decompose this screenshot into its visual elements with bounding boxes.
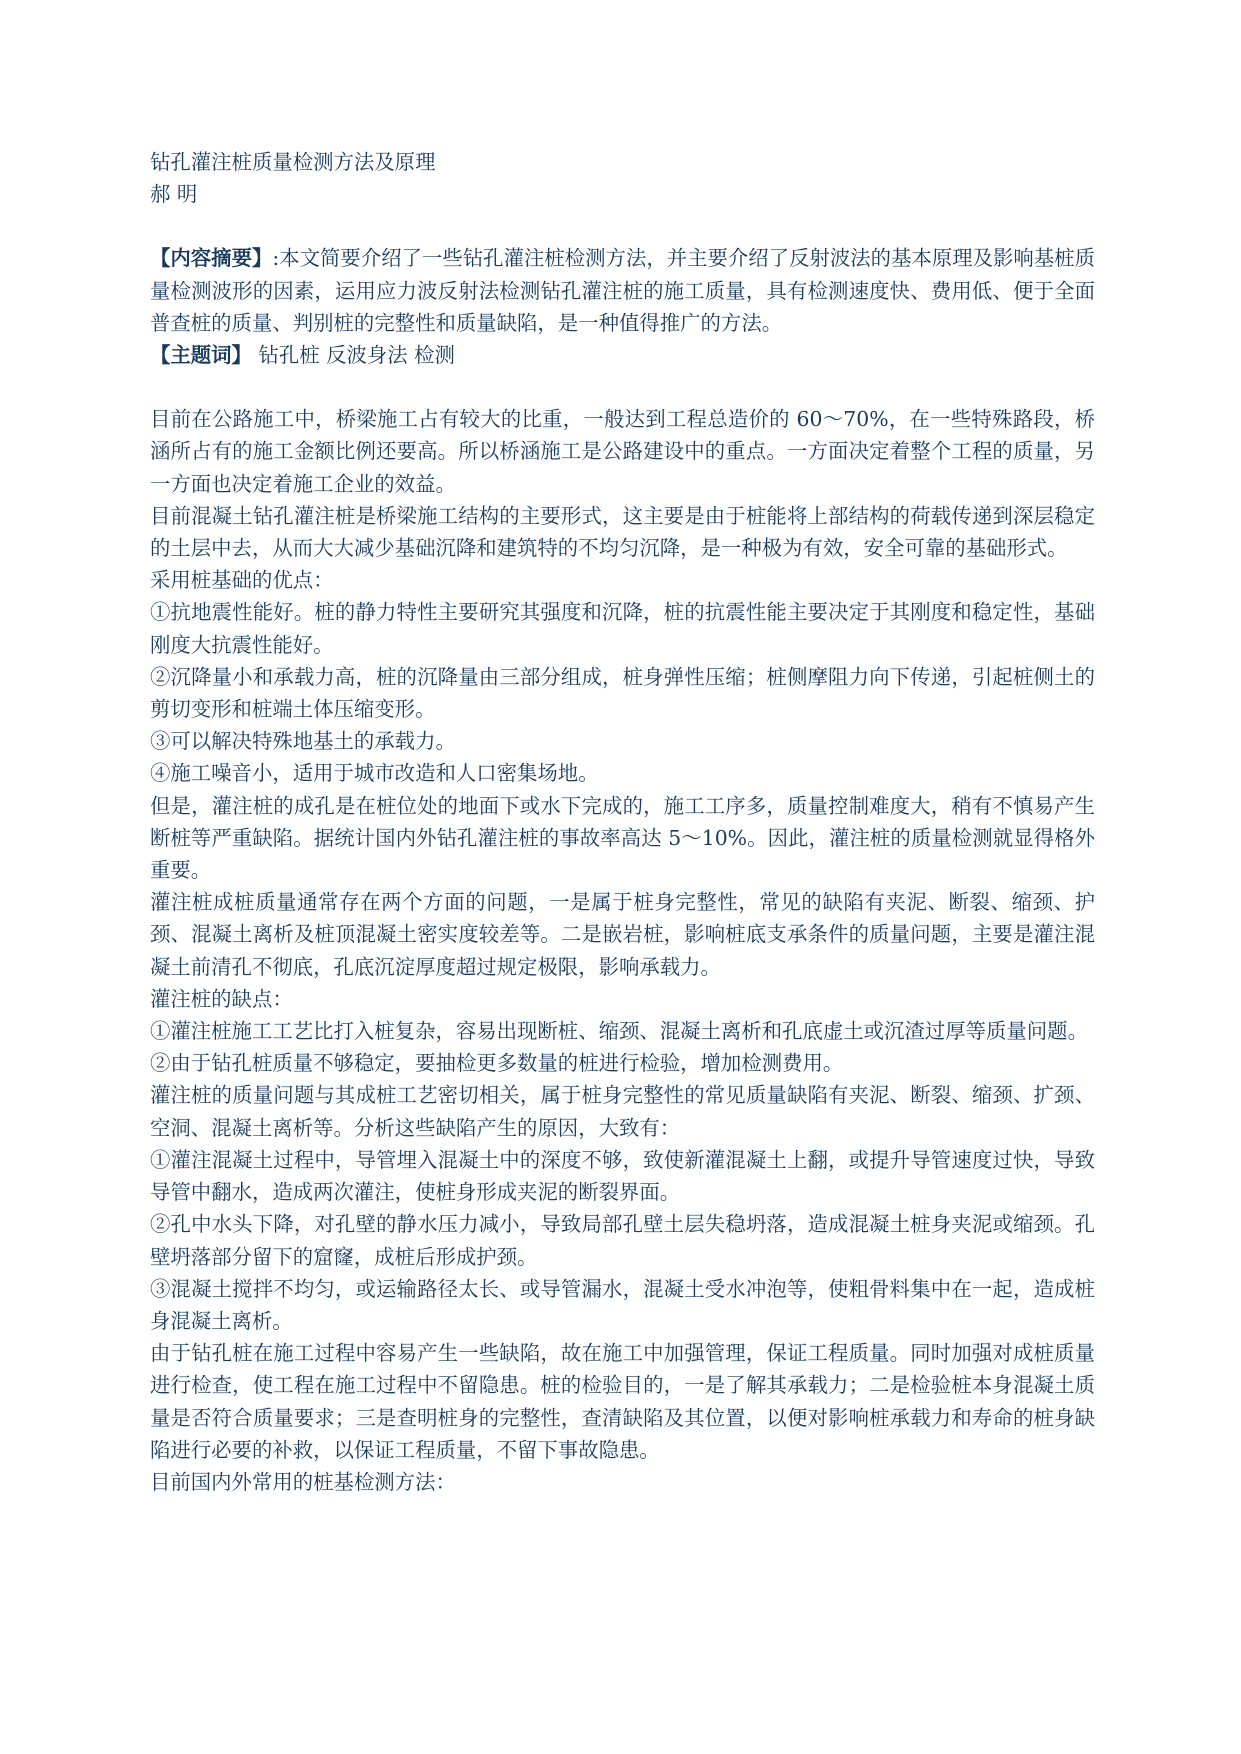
body-paragraph: 灌注桩成桩质量通常存在两个方面的问题，一是属于桩身完整性，常见的缺陷有夹泥、断裂、缩颈、护颈、混凝土离析及桩顶混凝土密实度较差等。二是嵌岩桩，影响桩底支承条件的质量问题，主要是灌注混凝土前清孔不彻底，孔底沉淀厚度超过规定极限，影响承载力。	[150, 890, 1095, 979]
body-paragraph: ③混凝土搅拌不均匀，或运输路径太长、或导管漏水，混凝土受水冲泡等，使粗骨料集中在一起，造成桩身混凝土离析。	[150, 1276, 1095, 1333]
body-paragraph: ②孔中水头下降，对孔壁的静水压力减小，导致局部孔壁土层失稳坍落，造成混凝土桩身夹泥或缩颈。孔壁坍落部分留下的窟窿，成桩后形成护颈。	[150, 1212, 1095, 1269]
keywords-label: 【主题词】	[150, 343, 252, 368]
body-paragraph: ①抗地震性能好。桩的静力特性主要研究其强度和沉降，桩的抗震性能主要决定于其刚度和稳定性，基础刚度大抗震性能好。	[150, 600, 1095, 657]
body-paragraph: ①灌注桩施工工艺比打入桩复杂，容易出现断桩、缩颈、混凝土离析和孔底虚土或沉渣过厚等质量问题。	[150, 1019, 1088, 1044]
body-paragraph: 由于钻孔桩在施工过程中容易产生一些缺陷，故在施工中加强管理，保证工程质量。同时加强对成桩质量进行检查，使工程在施工过程中不留隐患。桩的检验目的，一是了解其承载力；二是检验桩本身混凝土质量是否符合质量要求；三是查明桩身的完整性，查清缺陷及其位置，以便对影响桩承载力和寿命的桩身缺陷进行必要的补救，以保证工程质量，不留下事故隐患。	[150, 1341, 1095, 1462]
body-paragraph: ②由于钻孔桩质量不够稳定，要抽检更多数量的桩进行检验，增加检测费用。	[150, 1051, 844, 1076]
body-paragraph: 目前国内外常用的桩基检测方法：	[150, 1469, 456, 1494]
body-text	[150, 403, 1095, 1498]
document-title: 钻孔灌注桩质量检测方法及原理	[150, 150, 436, 174]
body-paragraph: ③可以解决特殊地基土的承载力。	[150, 729, 456, 754]
keywords	[150, 339, 1095, 371]
body-paragraph: 但是，灌注桩的成孔是在桩位处的地面下或水下完成的，施工工序多，质量控制难度大，稍有不慎易产生断桩等严重缺陷。据统计国内外钻孔灌注桩的事故率高达 5～10%。因此，灌注桩的质量检测就显得格外重要。	[150, 793, 1095, 883]
abstract-label: 【内容摘要】	[150, 246, 273, 271]
body-paragraph: 灌注桩的质量问题与其成桩工艺密切相关，属于桩身完整性的常见质量缺陷有夹泥、断裂、缩颈、扩颈、空洞、混凝土离析等。分析这些缺陷产生的原因，大致有：	[150, 1083, 1095, 1140]
abstract	[150, 242, 1095, 339]
keywords-text: 钻孔桩 反波身法 检测	[251, 343, 455, 368]
body-paragraph: 目前混凝土钻孔灌注桩是桥梁施工结构的主要形式，这主要是由于桩能将上部结构的荷载传递到深层稳定的土层中去，从而大大减少基础沉降和建筑特的不均匀沉降，是一种极为有效，安全可靠的基础形式。	[150, 503, 1095, 561]
body-paragraph: ②沉降量小和承载力高，桩的沉降量由三部分组成，桩身弹性压缩；桩侧摩阻力向下传递，引起桩侧土的剪切变形和桩端土体压缩变形。	[150, 664, 1095, 722]
body-paragraph: 采用桩基础的优点：	[150, 568, 334, 593]
document-author: 郝 明	[150, 182, 198, 207]
spacer	[150, 371, 1095, 403]
document-page	[150, 146, 1095, 1498]
spacer	[150, 210, 1095, 242]
body-paragraph: ④施工噪音小，适用于城市改造和人口密集场地。	[150, 761, 599, 786]
body-paragraph: ①灌注混凝土过程中，导管埋入混凝土中的深度不够，致使新灌混凝土上翻，或提升导管速度过快，导致导管中翻水，造成两次灌注，使桩身形成夹泥的断裂界面。	[150, 1147, 1095, 1205]
abstract-text: :本文简要介绍了一些钻孔灌注桩检测方法，并主要介绍了反射波法的基本原理及影响基桩质量检测波形的因素，运用应力波反射法检测钻孔灌注桩的施工质量，具有检测速度快、费用低、便于全面普查桩的质量、判别桩的完整性和质量缺陷，是一种值得推广的方法。	[150, 246, 1096, 335]
body-paragraph: 目前在公路施工中，桥梁施工占有较大的比重，一般达到工程总造价的 60～70%，在一些特殊路段，桥涵所占有的施工金额比例还要高。所以桥涵施工是公路建设中的重点。一方面决定着整个工程的质量，另一方面也决定着施工企业的效益。	[150, 407, 1095, 496]
body-paragraph: 灌注桩的缺点：	[150, 986, 293, 1011]
